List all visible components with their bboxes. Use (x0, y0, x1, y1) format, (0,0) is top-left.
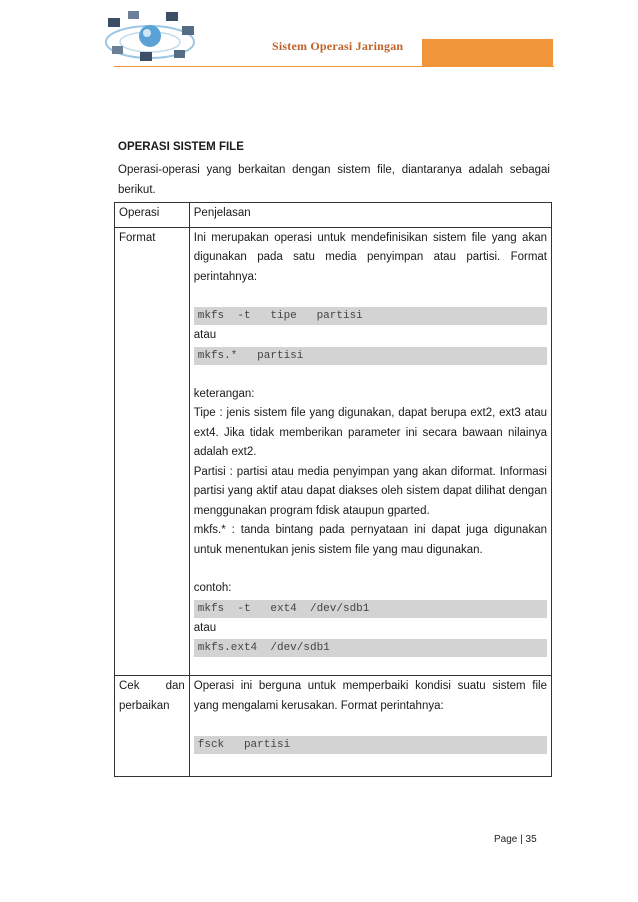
contoh-label: contoh: (193, 582, 232, 594)
network-logo (100, 6, 200, 66)
keterangan-tipe: Tipe : jenis sistem file yang digunakan, dapat berupa ext2, ext3 atau ext4. Jika tidak memberikan parameter ini secara bawaan nilainya adalah ext2. (193, 407, 547, 458)
header-accent-bar (422, 39, 553, 66)
cek-description: Operasi ini berguna untuk memperbaiki kondisi suatu sistem file yang mengalami kerusakan. Format perintahnya: (193, 680, 547, 712)
code-block-mkfs-dot-ext4: mkfs.ext4 /dev/sdb1 (194, 639, 547, 657)
atau-text: atau (193, 621, 217, 634)
header-divider (114, 66, 554, 67)
format-description: Ini merupakan operasi untuk mendefinisikan sistem file yang akan digunakan pada satu media penyimpan atau partisi. Format perintahnya: (193, 231, 547, 283)
operation-name-cek (115, 676, 190, 777)
keterangan-mkfs: mkfs.* : tanda bintang pada pernyataan ini dapat juga digunakan untuk menentukan jenis sistem file yang mau digunakan. (193, 524, 547, 556)
keterangan-partisi: Partisi : partisi atau media penyimpan yang akan diformat. Informasi partisi yang aktif atau dapat diakses oleh sistem dapat dilihat dengan menggunakan program fdisk ataupun gparted. (193, 465, 547, 517)
operations-table (114, 202, 552, 777)
column-header-penjelasan: Penjelasan (189, 203, 551, 228)
header-title: Sistem Operasi Jaringan (272, 39, 404, 53)
keterangan-label: keterangan: (193, 387, 255, 400)
code-block-mkfs-star: mkfs.* partisi (194, 347, 547, 365)
page-number: Page | 35 (494, 834, 537, 845)
operation-name-perbaikan-word: perbaikan (119, 699, 170, 712)
section (118, 140, 550, 200)
table-row-format (115, 227, 552, 676)
operation-desc-cek (189, 676, 551, 777)
operation-desc-format (189, 227, 551, 676)
table-row-cek (115, 676, 552, 777)
code-block-mkfs-tipe: mkfs -t tipe partisi (194, 307, 547, 325)
table-header-row (115, 203, 552, 228)
operation-name-format: Format (115, 227, 190, 676)
section-title: OPERASI SISTEM FILE (118, 141, 244, 153)
section-intro: Operasi-operasi yang berkaitan dengan sistem file, diantaranya adalah sebagai berikut. (118, 164, 550, 196)
code-block-fsck: fsck partisi (194, 736, 547, 754)
code-block-mkfs-ext4: mkfs -t ext4 /dev/sdb1 (194, 600, 547, 618)
column-header-operasi: Operasi (115, 203, 190, 228)
atau-text: atau (193, 329, 217, 341)
operation-name-dan-word: dan (165, 680, 185, 692)
operation-name-cek-word: Cek (119, 680, 140, 692)
